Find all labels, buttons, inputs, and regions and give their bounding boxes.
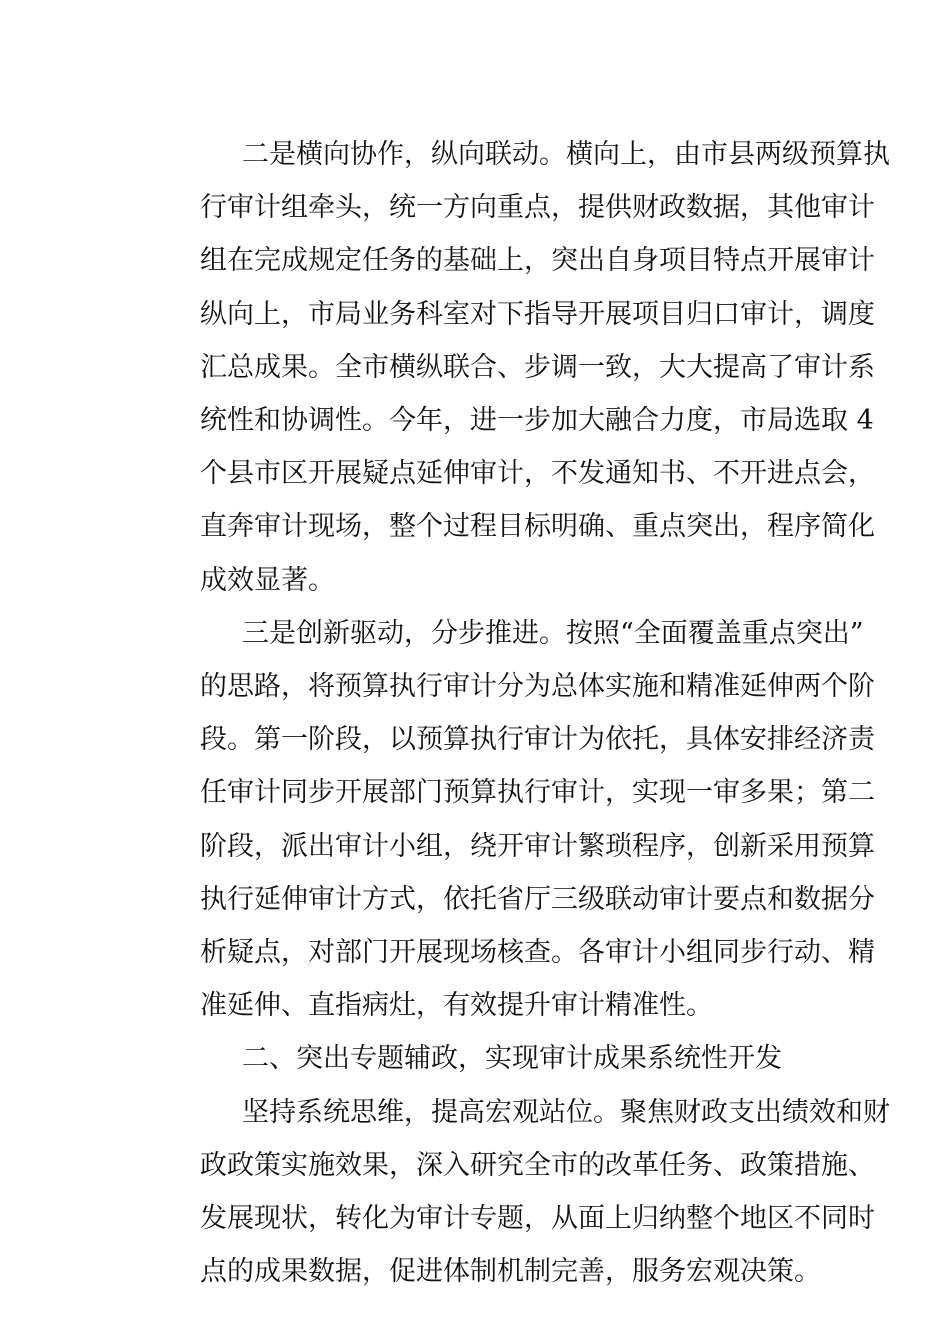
text-line: 成效显著。 — [200, 564, 335, 596]
text-line: 点的成果数据，促进体制机制完善，服务宏观决策。 — [200, 1256, 821, 1288]
document-body — [146, 128, 890, 1298]
text-line: 二是横向协作，纵向联动。横向上，由市县两级预算执 — [242, 139, 890, 170]
text-line: 执行延伸审计方式，依托省厅三级联动审计要点和数据分 — [200, 883, 875, 915]
text-line: 直奔审计现场，整个过程目标明确、重点突出，程序简化 — [200, 511, 875, 543]
text-line: 坚持系统思维，提高宏观站位。聚焦财政支出绩效和财 — [242, 1096, 890, 1128]
section-heading — [146, 1032, 808, 1085]
text-line: 段。第一阶段，以预算执行审计为依托，具体安排经济责 — [200, 724, 875, 756]
paragraph-horizontal-coordination — [146, 128, 890, 607]
text-line: 统性和协调性。今年，进一步加大融合力度，市局选取 4 — [200, 405, 874, 437]
heading-line: 二、突出专题辅政，实现审计成果系统性开发 — [242, 1043, 782, 1075]
paragraph-systems-thinking — [146, 1086, 890, 1299]
text-line: 行审计组牵头，统一方向重点，提供财政数据，其他审计 — [200, 192, 875, 224]
text-line: 准延伸、直指病灶，有效提升审计精准性。 — [200, 990, 713, 1022]
text-line: 任审计同步开展部门预算执行审计，实现一审多果；第二 — [200, 777, 875, 809]
text-line: 纵向上，市局业务科室对下指导开展项目归口审计，调度 — [200, 298, 875, 330]
text-line: 析疑点，对部门开展现场核查。各审计小组同步行动、精 — [200, 937, 875, 969]
text-line: 汇总成果。全市横纵联合、步调一致，大大提高了审计系 — [200, 351, 875, 383]
text-line: 组在完成规定任务的基础上，突出自身项目特点开展审计 — [200, 245, 875, 277]
text-line: 的思路，将预算执行审计分为总体实施和精准延伸两个阶 — [200, 671, 875, 703]
text-line: 发展现状，转化为审计专题，从面上归纳整个地区不同时 — [200, 1203, 875, 1235]
text-line: 个县市区开展疑点延伸审计，不发通知书、不开进点会， — [200, 458, 875, 490]
text-line: 阶段，派出审计小组，绕开审计繁琐程序，创新采用预算 — [200, 830, 875, 862]
text-line: 三是创新驱动，分步推进。按照“全面覆盖重点突出” — [242, 617, 864, 649]
text-line: 政政策实施效果，深入研究全市的改革任务、政策措施、 — [200, 1149, 875, 1181]
paragraph-innovation-driven — [146, 607, 875, 1033]
